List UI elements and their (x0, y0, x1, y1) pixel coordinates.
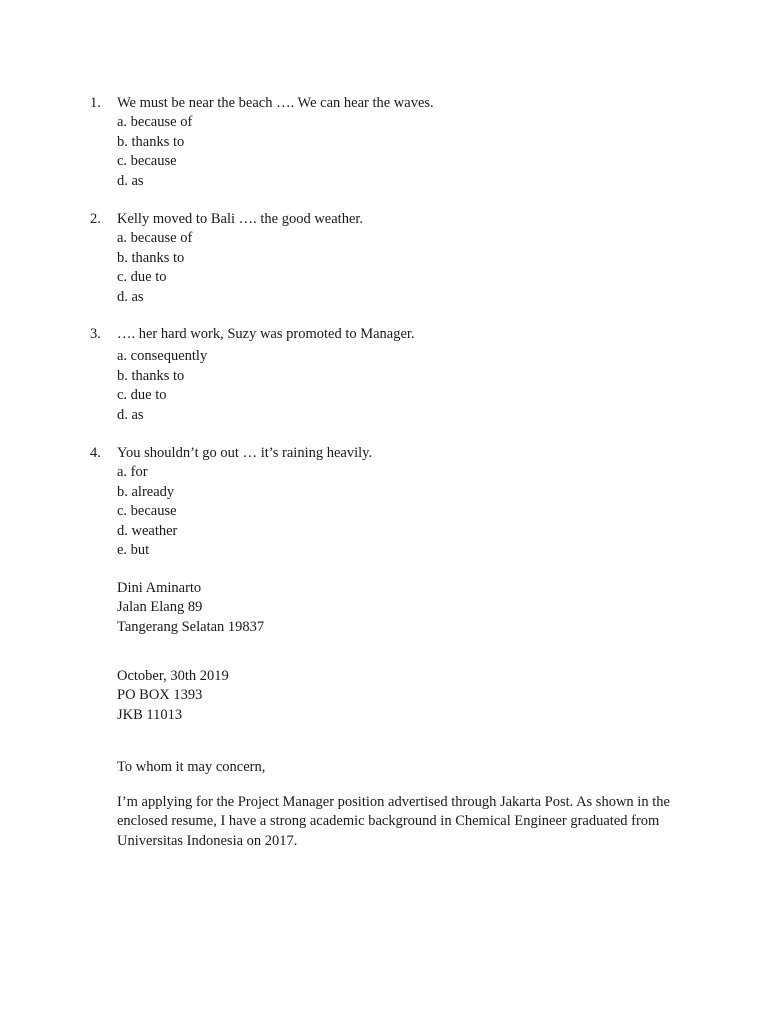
letter-date: October, 30th 2019 (117, 668, 229, 684)
option-a: a. because of (117, 114, 193, 131)
option-d: d. as (117, 406, 144, 423)
option-c: c. due to (117, 269, 167, 286)
option-a: a. consequently (117, 348, 208, 365)
option-a: a. for (117, 464, 148, 481)
option-a: a. because of (117, 230, 193, 247)
sender-address (117, 579, 707, 637)
sender-name: Dini Aminarto (117, 580, 202, 596)
question-1 (90, 94, 710, 191)
option-e: e. but (117, 542, 150, 559)
question-number: 4. (90, 445, 101, 461)
recipient-block (117, 667, 707, 725)
question-text: We must be near the beach …. We can hear the waves. (117, 95, 434, 111)
recipient-po-box: PO BOX 1393 (117, 687, 203, 704)
option-c: c. because (117, 153, 177, 170)
question-4 (90, 444, 710, 560)
option-d: d. weather (117, 522, 178, 539)
option-b: b. thanks to (117, 367, 185, 384)
question-text: Kelly moved to Bali …. the good weather. (117, 211, 364, 227)
option-b: b. thanks to (117, 249, 185, 266)
option-d: d. as (117, 172, 144, 189)
question-2 (90, 210, 710, 307)
question-number: 3. (90, 326, 101, 342)
sender-street: Jalan Elang 89 (117, 599, 203, 616)
salutation-text: To whom it may concern, (117, 759, 266, 775)
option-d: d. as (117, 288, 144, 305)
letter-body: I’m applying for the Project Manager position advertised through Jakarta Post. As shown in the enclosed resume, I have a strong academic background in Chemical Engineer graduated from Universitas Indonesia on 2017. (117, 794, 670, 849)
salutation (117, 758, 707, 777)
sender-city: Tangerang Selatan 19837 (117, 618, 265, 635)
recipient-code: JKB 11013 (117, 706, 183, 723)
question-text: …. her hard work, Suzy was promoted to Manager. (117, 326, 415, 342)
question-number: 1. (90, 95, 101, 111)
question-number: 2. (90, 211, 101, 227)
option-c: c. because (117, 503, 177, 520)
option-b: b. already (117, 483, 175, 500)
question-3 (90, 325, 710, 425)
option-c: c. due to (117, 387, 167, 404)
question-text: You shouldn’t go out … it’s raining heavily. (117, 445, 373, 461)
option-b: b. thanks to (117, 133, 185, 150)
